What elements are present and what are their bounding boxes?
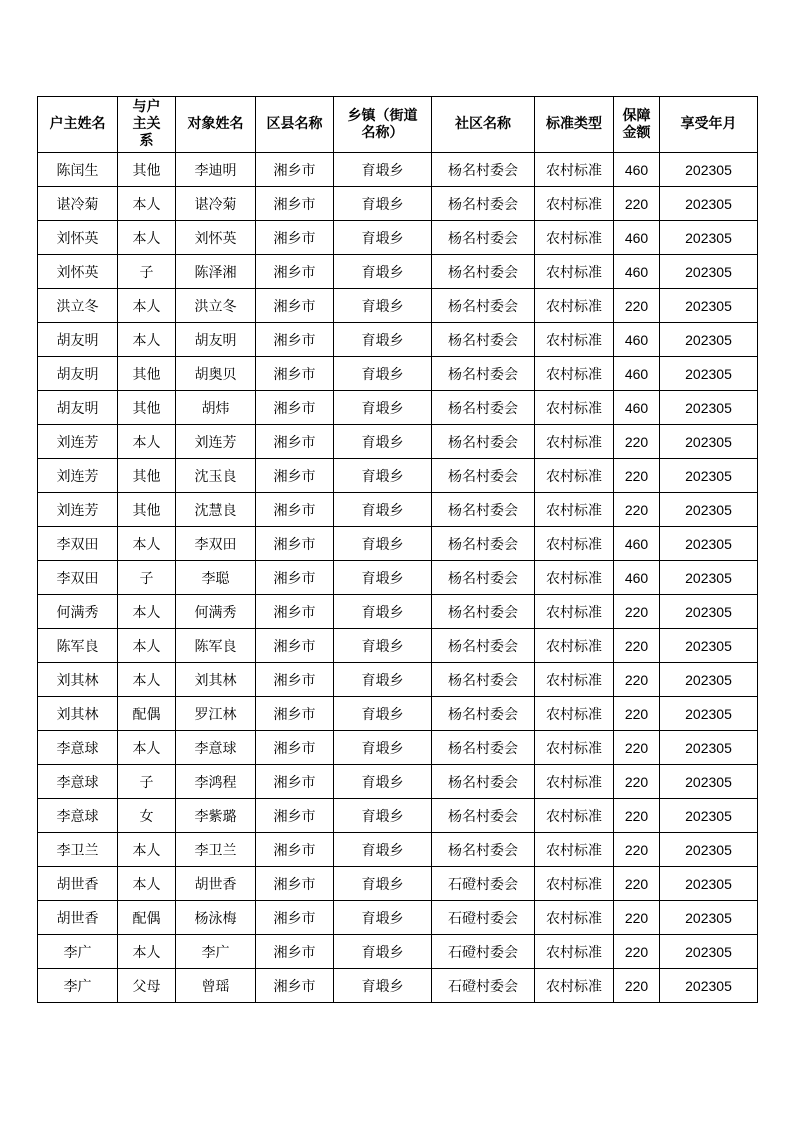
cell-county: 湘乡市	[256, 527, 334, 561]
cell-household-head: 李意球	[38, 799, 118, 833]
cell-recipient-name: 李意球	[176, 731, 256, 765]
cell-amount: 460	[614, 255, 660, 289]
cell-relation: 本人	[118, 663, 176, 697]
cell-township: 育塅乡	[334, 357, 432, 391]
cell-community: 杨名村委会	[432, 425, 535, 459]
cell-period: 202305	[660, 969, 758, 1003]
cell-standard-type: 农村标准	[535, 697, 614, 731]
cell-amount: 220	[614, 289, 660, 323]
cell-relation: 本人	[118, 425, 176, 459]
cell-relation: 其他	[118, 493, 176, 527]
cell-community: 杨名村委会	[432, 799, 535, 833]
cell-county: 湘乡市	[256, 731, 334, 765]
cell-household-head: 刘连芳	[38, 425, 118, 459]
cell-amount: 220	[614, 493, 660, 527]
cell-amount: 460	[614, 153, 660, 187]
cell-relation: 子	[118, 765, 176, 799]
table-row	[38, 357, 758, 391]
cell-period: 202305	[660, 391, 758, 425]
cell-county: 湘乡市	[256, 969, 334, 1003]
table-row	[38, 153, 758, 187]
cell-county: 湘乡市	[256, 221, 334, 255]
cell-amount: 460	[614, 221, 660, 255]
cell-relation: 其他	[118, 153, 176, 187]
cell-period: 202305	[660, 731, 758, 765]
cell-township: 育塅乡	[334, 765, 432, 799]
cell-recipient-name: 刘连芳	[176, 425, 256, 459]
cell-recipient-name: 陈泽湘	[176, 255, 256, 289]
cell-period: 202305	[660, 663, 758, 697]
cell-household-head: 刘其林	[38, 697, 118, 731]
cell-standard-type: 农村标准	[535, 357, 614, 391]
cell-standard-type: 农村标准	[535, 595, 614, 629]
cell-recipient-name: 李迪明	[176, 153, 256, 187]
cell-county: 湘乡市	[256, 901, 334, 935]
table-row	[38, 425, 758, 459]
cell-community: 杨名村委会	[432, 629, 535, 663]
cell-standard-type: 农村标准	[535, 323, 614, 357]
cell-county: 湘乡市	[256, 799, 334, 833]
cell-township: 育塅乡	[334, 731, 432, 765]
cell-relation: 本人	[118, 833, 176, 867]
cell-household-head: 刘连芳	[38, 459, 118, 493]
cell-period: 202305	[660, 935, 758, 969]
cell-county: 湘乡市	[256, 629, 334, 663]
cell-recipient-name: 陈军良	[176, 629, 256, 663]
header-relation: 与户主关系	[118, 97, 176, 153]
cell-recipient-name: 胡友明	[176, 323, 256, 357]
table-row	[38, 527, 758, 561]
cell-period: 202305	[660, 153, 758, 187]
cell-community: 杨名村委会	[432, 255, 535, 289]
cell-household-head: 刘连芳	[38, 493, 118, 527]
cell-period: 202305	[660, 867, 758, 901]
cell-period: 202305	[660, 833, 758, 867]
cell-township: 育塅乡	[334, 221, 432, 255]
cell-household-head: 李卫兰	[38, 833, 118, 867]
cell-township: 育塅乡	[334, 969, 432, 1003]
cell-recipient-name: 胡炜	[176, 391, 256, 425]
cell-period: 202305	[660, 289, 758, 323]
cell-period: 202305	[660, 493, 758, 527]
cell-household-head: 李双田	[38, 561, 118, 595]
cell-county: 湘乡市	[256, 425, 334, 459]
cell-relation: 父母	[118, 969, 176, 1003]
cell-township: 育塅乡	[334, 901, 432, 935]
cell-period: 202305	[660, 697, 758, 731]
cell-amount: 220	[614, 595, 660, 629]
cell-community: 杨名村委会	[432, 765, 535, 799]
table-row	[38, 697, 758, 731]
cell-county: 湘乡市	[256, 289, 334, 323]
cell-household-head: 胡世香	[38, 867, 118, 901]
cell-community: 杨名村委会	[432, 391, 535, 425]
table-row	[38, 493, 758, 527]
cell-community: 杨名村委会	[432, 595, 535, 629]
cell-township: 育塅乡	[334, 459, 432, 493]
cell-county: 湘乡市	[256, 697, 334, 731]
cell-amount: 220	[614, 765, 660, 799]
header-recipient-name: 对象姓名	[176, 97, 256, 153]
table-row	[38, 867, 758, 901]
cell-recipient-name: 李聪	[176, 561, 256, 595]
header-standard-type: 标准类型	[535, 97, 614, 153]
cell-county: 湘乡市	[256, 595, 334, 629]
cell-community: 石磴村委会	[432, 867, 535, 901]
cell-relation: 配偶	[118, 697, 176, 731]
cell-household-head: 李双田	[38, 527, 118, 561]
cell-county: 湘乡市	[256, 867, 334, 901]
cell-county: 湘乡市	[256, 459, 334, 493]
cell-standard-type: 农村标准	[535, 255, 614, 289]
cell-township: 育塅乡	[334, 425, 432, 459]
cell-township: 育塅乡	[334, 799, 432, 833]
cell-recipient-name: 沈玉良	[176, 459, 256, 493]
cell-amount: 220	[614, 663, 660, 697]
cell-community: 石磴村委会	[432, 935, 535, 969]
cell-recipient-name: 沈慧良	[176, 493, 256, 527]
table-row	[38, 323, 758, 357]
cell-relation: 其他	[118, 459, 176, 493]
cell-period: 202305	[660, 561, 758, 595]
cell-household-head: 刘怀英	[38, 221, 118, 255]
cell-amount: 460	[614, 527, 660, 561]
cell-township: 育塅乡	[334, 493, 432, 527]
cell-amount: 460	[614, 561, 660, 595]
cell-community: 杨名村委会	[432, 187, 535, 221]
cell-amount: 220	[614, 629, 660, 663]
cell-amount: 220	[614, 799, 660, 833]
cell-community: 杨名村委会	[432, 289, 535, 323]
cell-standard-type: 农村标准	[535, 221, 614, 255]
table-row	[38, 663, 758, 697]
cell-household-head: 陈军良	[38, 629, 118, 663]
cell-township: 育塅乡	[334, 663, 432, 697]
cell-community: 杨名村委会	[432, 357, 535, 391]
cell-recipient-name: 李广	[176, 935, 256, 969]
cell-recipient-name: 李卫兰	[176, 833, 256, 867]
cell-township: 育塅乡	[334, 629, 432, 663]
cell-community: 杨名村委会	[432, 697, 535, 731]
cell-county: 湘乡市	[256, 493, 334, 527]
cell-community: 杨名村委会	[432, 221, 535, 255]
cell-township: 育塅乡	[334, 867, 432, 901]
table-row	[38, 459, 758, 493]
cell-relation: 本人	[118, 629, 176, 663]
table-row	[38, 629, 758, 663]
table-row	[38, 255, 758, 289]
cell-township: 育塅乡	[334, 255, 432, 289]
cell-county: 湘乡市	[256, 935, 334, 969]
cell-recipient-name: 洪立冬	[176, 289, 256, 323]
cell-period: 202305	[660, 357, 758, 391]
cell-household-head: 陈闰生	[38, 153, 118, 187]
cell-amount: 220	[614, 969, 660, 1003]
cell-township: 育塅乡	[334, 323, 432, 357]
cell-recipient-name: 谌冷菊	[176, 187, 256, 221]
cell-recipient-name: 胡奥贝	[176, 357, 256, 391]
cell-township: 育塅乡	[334, 697, 432, 731]
cell-community: 石磴村委会	[432, 901, 535, 935]
cell-recipient-name: 曾瑶	[176, 969, 256, 1003]
cell-standard-type: 农村标准	[535, 663, 614, 697]
header-township: 乡镇（街道名称）	[334, 97, 432, 153]
cell-amount: 460	[614, 357, 660, 391]
assistance-roster-table	[37, 96, 758, 1003]
table-row	[38, 187, 758, 221]
cell-township: 育塅乡	[334, 833, 432, 867]
cell-recipient-name: 李双田	[176, 527, 256, 561]
header-row	[38, 97, 758, 153]
cell-county: 湘乡市	[256, 357, 334, 391]
cell-township: 育塅乡	[334, 153, 432, 187]
cell-community: 杨名村委会	[432, 731, 535, 765]
cell-amount: 220	[614, 459, 660, 493]
cell-township: 育塅乡	[334, 527, 432, 561]
cell-relation: 本人	[118, 731, 176, 765]
cell-county: 湘乡市	[256, 323, 334, 357]
header-community: 社区名称	[432, 97, 535, 153]
cell-community: 杨名村委会	[432, 663, 535, 697]
cell-amount: 460	[614, 323, 660, 357]
cell-period: 202305	[660, 425, 758, 459]
cell-relation: 本人	[118, 221, 176, 255]
cell-period: 202305	[660, 799, 758, 833]
cell-period: 202305	[660, 595, 758, 629]
header-household-head: 户主姓名	[38, 97, 118, 153]
cell-recipient-name: 罗江林	[176, 697, 256, 731]
cell-community: 杨名村委会	[432, 459, 535, 493]
cell-standard-type: 农村标准	[535, 969, 614, 1003]
cell-standard-type: 农村标准	[535, 935, 614, 969]
cell-household-head: 李广	[38, 935, 118, 969]
table-row	[38, 799, 758, 833]
table-row	[38, 969, 758, 1003]
cell-standard-type: 农村标准	[535, 799, 614, 833]
cell-amount: 220	[614, 867, 660, 901]
cell-amount: 220	[614, 901, 660, 935]
cell-recipient-name: 杨泳梅	[176, 901, 256, 935]
cell-relation: 本人	[118, 595, 176, 629]
table-row	[38, 561, 758, 595]
cell-amount: 220	[614, 697, 660, 731]
cell-household-head: 何满秀	[38, 595, 118, 629]
table-row	[38, 731, 758, 765]
cell-relation: 子	[118, 255, 176, 289]
table-row	[38, 901, 758, 935]
cell-household-head: 刘怀英	[38, 255, 118, 289]
cell-household-head: 刘其林	[38, 663, 118, 697]
table-row	[38, 391, 758, 425]
cell-recipient-name: 刘怀英	[176, 221, 256, 255]
cell-community: 杨名村委会	[432, 493, 535, 527]
cell-relation: 本人	[118, 527, 176, 561]
table-body	[38, 153, 758, 1003]
cell-standard-type: 农村标准	[535, 425, 614, 459]
cell-county: 湘乡市	[256, 663, 334, 697]
cell-standard-type: 农村标准	[535, 731, 614, 765]
table-row	[38, 935, 758, 969]
cell-recipient-name: 何满秀	[176, 595, 256, 629]
table-row	[38, 595, 758, 629]
cell-standard-type: 农村标准	[535, 459, 614, 493]
cell-relation: 其他	[118, 357, 176, 391]
table-row	[38, 289, 758, 323]
cell-standard-type: 农村标准	[535, 901, 614, 935]
cell-relation: 本人	[118, 187, 176, 221]
cell-household-head: 胡友明	[38, 357, 118, 391]
cell-relation: 其他	[118, 391, 176, 425]
cell-household-head: 李意球	[38, 731, 118, 765]
cell-community: 杨名村委会	[432, 323, 535, 357]
cell-period: 202305	[660, 459, 758, 493]
cell-county: 湘乡市	[256, 561, 334, 595]
cell-relation: 子	[118, 561, 176, 595]
cell-county: 湘乡市	[256, 187, 334, 221]
cell-relation: 本人	[118, 323, 176, 357]
cell-amount: 460	[614, 391, 660, 425]
cell-standard-type: 农村标准	[535, 289, 614, 323]
header-county: 区县名称	[256, 97, 334, 153]
cell-standard-type: 农村标准	[535, 833, 614, 867]
cell-period: 202305	[660, 527, 758, 561]
cell-relation: 本人	[118, 289, 176, 323]
cell-recipient-name: 胡世香	[176, 867, 256, 901]
cell-relation: 女	[118, 799, 176, 833]
cell-community: 杨名村委会	[432, 527, 535, 561]
cell-household-head: 谌冷菊	[38, 187, 118, 221]
cell-relation: 本人	[118, 935, 176, 969]
cell-period: 202305	[660, 901, 758, 935]
cell-community: 石磴村委会	[432, 969, 535, 1003]
cell-standard-type: 农村标准	[535, 527, 614, 561]
table-row	[38, 833, 758, 867]
cell-amount: 220	[614, 731, 660, 765]
cell-standard-type: 农村标准	[535, 493, 614, 527]
table-header	[38, 97, 758, 153]
cell-household-head: 胡友明	[38, 391, 118, 425]
cell-county: 湘乡市	[256, 391, 334, 425]
cell-standard-type: 农村标准	[535, 629, 614, 663]
cell-standard-type: 农村标准	[535, 391, 614, 425]
cell-period: 202305	[660, 323, 758, 357]
cell-household-head: 洪立冬	[38, 289, 118, 323]
cell-township: 育塅乡	[334, 289, 432, 323]
cell-relation: 本人	[118, 867, 176, 901]
cell-standard-type: 农村标准	[535, 187, 614, 221]
cell-community: 杨名村委会	[432, 153, 535, 187]
table-row	[38, 221, 758, 255]
cell-amount: 220	[614, 833, 660, 867]
cell-period: 202305	[660, 765, 758, 799]
header-period: 享受年月	[660, 97, 758, 153]
cell-township: 育塅乡	[334, 187, 432, 221]
cell-standard-type: 农村标准	[535, 153, 614, 187]
cell-period: 202305	[660, 629, 758, 663]
cell-amount: 220	[614, 935, 660, 969]
cell-household-head: 胡世香	[38, 901, 118, 935]
cell-county: 湘乡市	[256, 153, 334, 187]
cell-household-head: 李广	[38, 969, 118, 1003]
cell-county: 湘乡市	[256, 833, 334, 867]
cell-township: 育塅乡	[334, 391, 432, 425]
cell-township: 育塅乡	[334, 935, 432, 969]
cell-county: 湘乡市	[256, 765, 334, 799]
cell-standard-type: 农村标准	[535, 765, 614, 799]
cell-township: 育塅乡	[334, 561, 432, 595]
cell-township: 育塅乡	[334, 595, 432, 629]
cell-standard-type: 农村标准	[535, 561, 614, 595]
cell-community: 杨名村委会	[432, 833, 535, 867]
cell-household-head: 胡友明	[38, 323, 118, 357]
cell-standard-type: 农村标准	[535, 867, 614, 901]
cell-amount: 220	[614, 425, 660, 459]
cell-community: 杨名村委会	[432, 561, 535, 595]
cell-period: 202305	[660, 221, 758, 255]
cell-recipient-name: 李紫璐	[176, 799, 256, 833]
cell-recipient-name: 李鸿程	[176, 765, 256, 799]
cell-county: 湘乡市	[256, 255, 334, 289]
table-row	[38, 765, 758, 799]
header-amount: 保障金额	[614, 97, 660, 153]
cell-amount: 220	[614, 187, 660, 221]
cell-period: 202305	[660, 187, 758, 221]
cell-recipient-name: 刘其林	[176, 663, 256, 697]
cell-household-head: 李意球	[38, 765, 118, 799]
cell-period: 202305	[660, 255, 758, 289]
cell-relation: 配偶	[118, 901, 176, 935]
